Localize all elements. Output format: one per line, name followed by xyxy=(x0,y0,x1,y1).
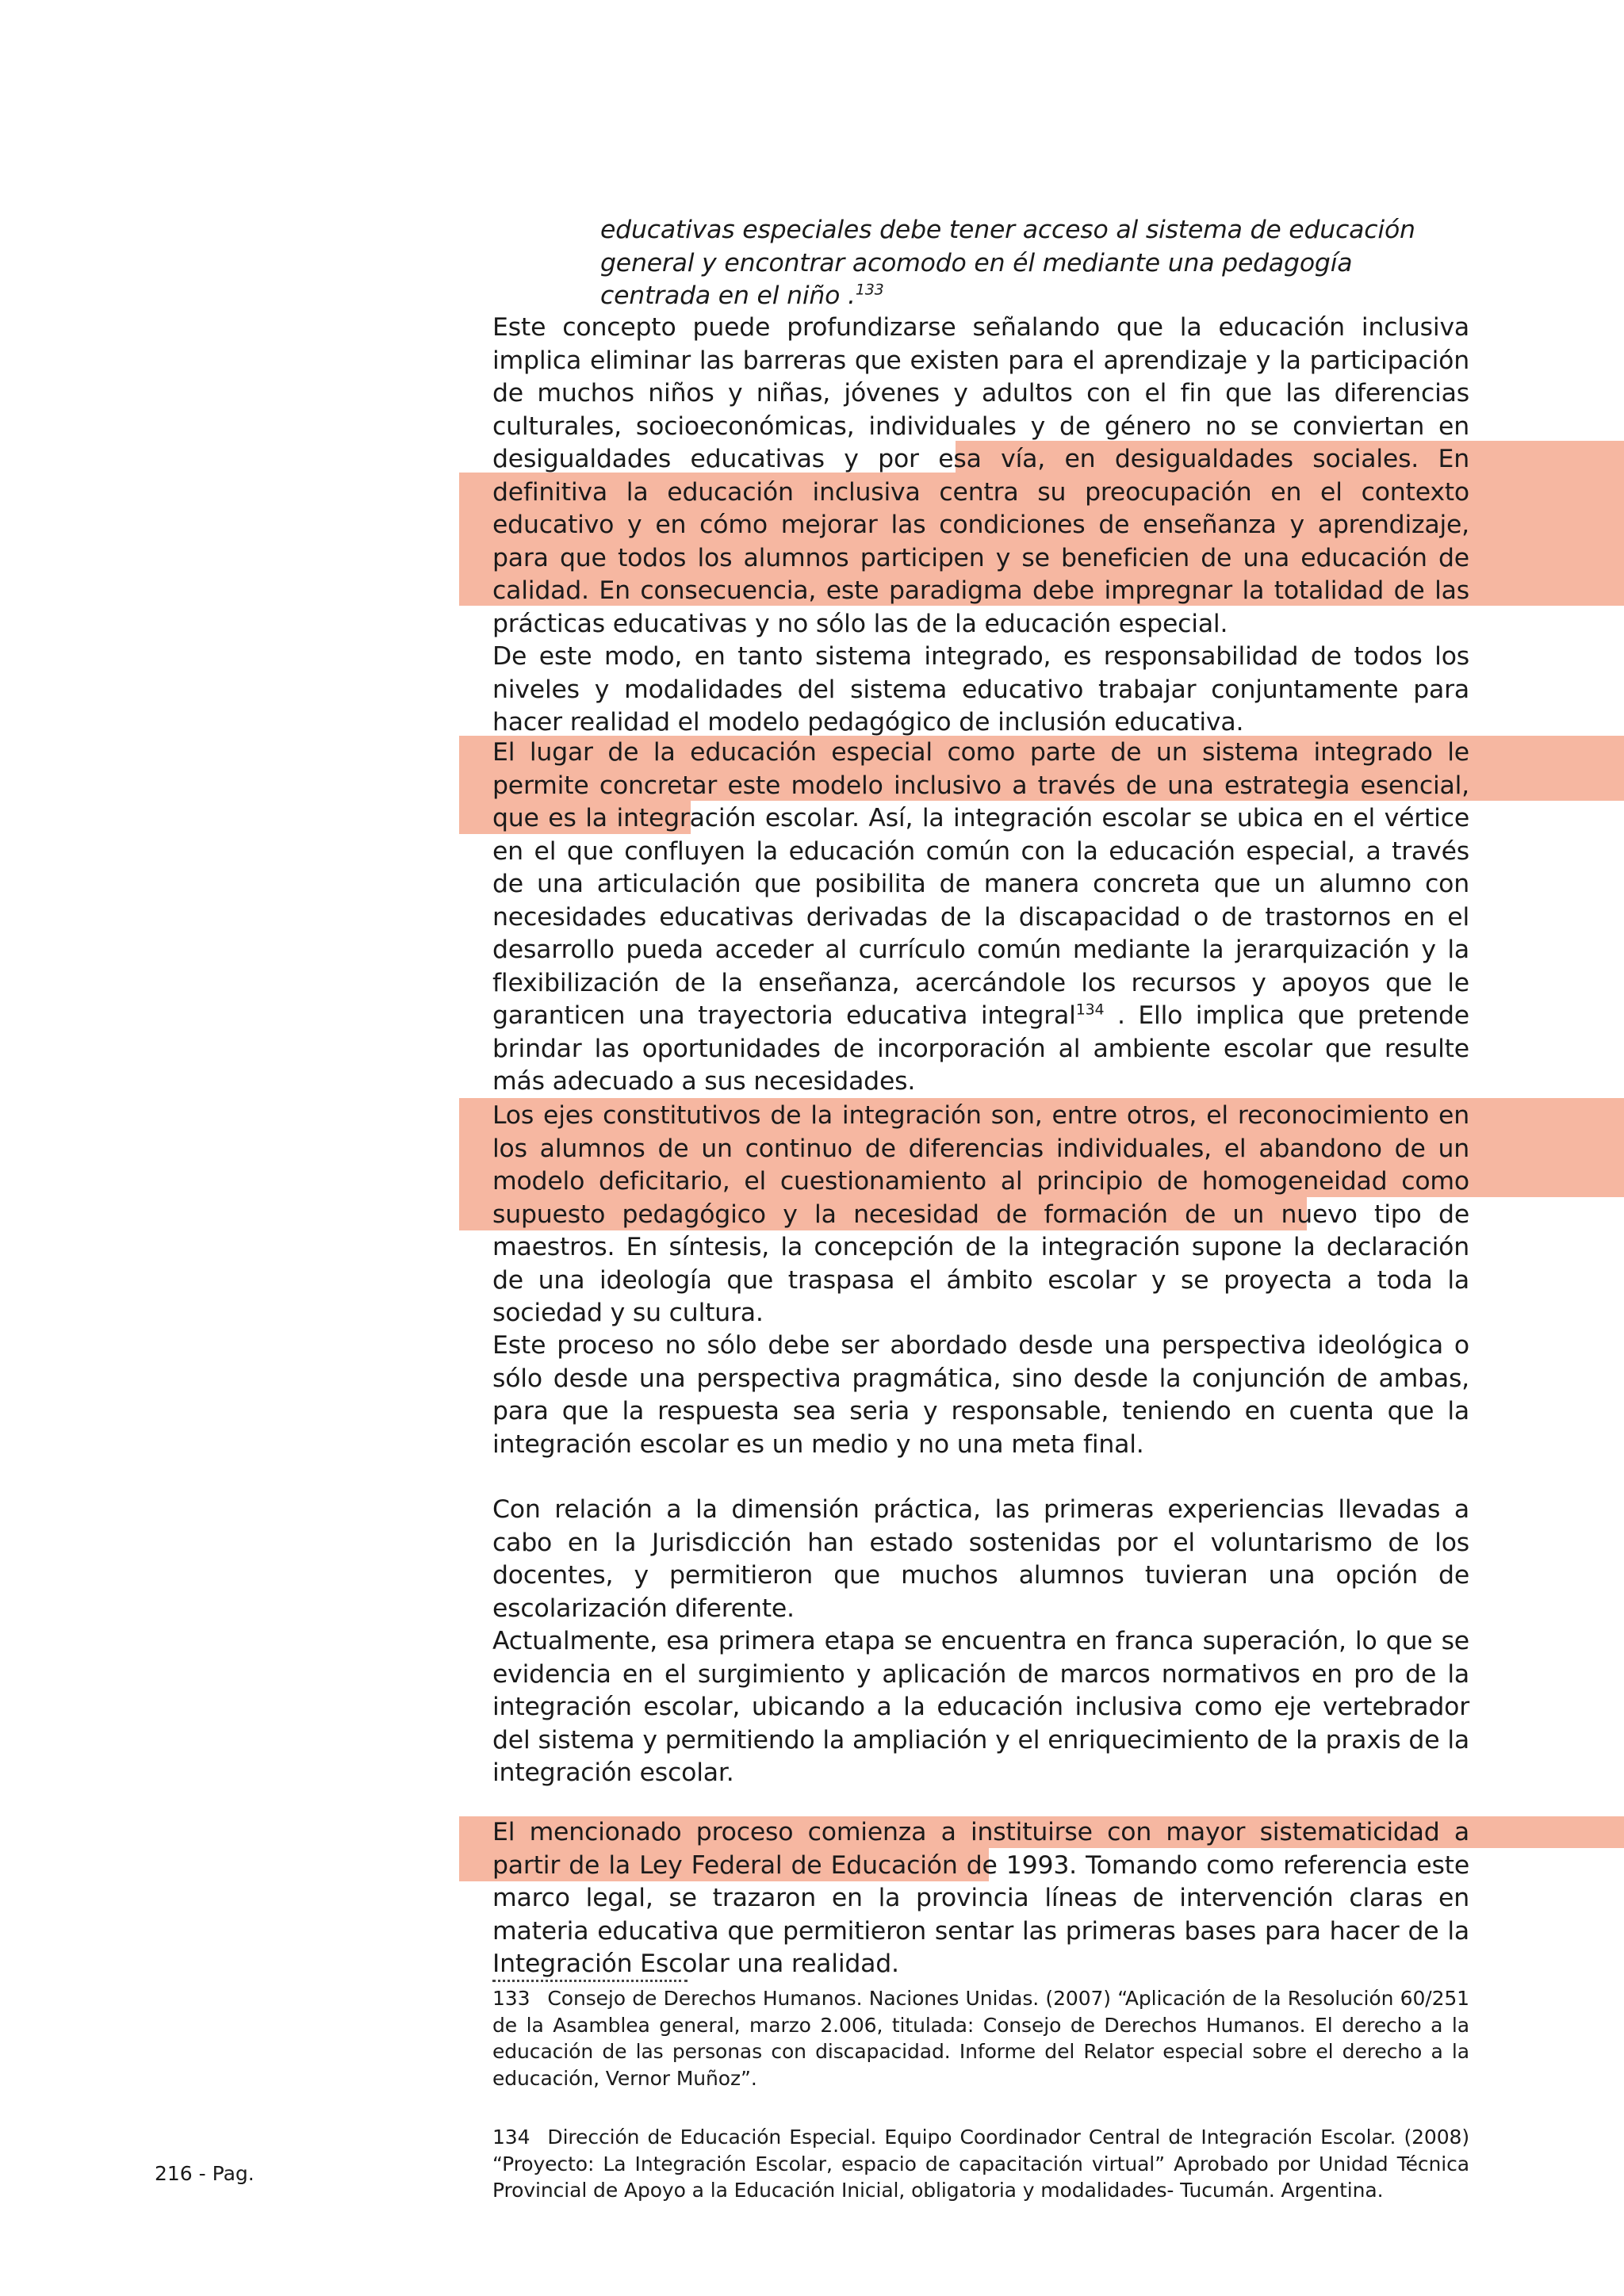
footnote-number: 133 xyxy=(492,1987,530,2010)
footnote-134 xyxy=(492,2124,1469,2204)
highlighted-text: Los ejes constitutivos de la integración son, entre otros, el reconocimiento en los alumnos de un continuo de diferencias individuales, el abandono de un modelo deficitario, el cuestionamiento al principio de homogeneidad como supuesto pedagógico y la necesidad de formación de un nuevo tipo de maestros. xyxy=(492,1101,1469,1261)
paragraph-current-stage: Actualmente, esa primera etapa se encuentra en franca superación, lo que se evidencia en el surgimiento y aplicación de marcos normativos en pro de la integración escolar, ubicando a la educación inclusiva como eje vertebrador del sistema y permitiendo la ampliación y el enriquecimiento de la praxis de la integración escolar. xyxy=(492,1627,1469,1787)
paragraph-text: Así, la integración escolar se ubica en el vértice en el que confluyen la educación común con la educación especial, a través de una articulación que posibilita de manera concreta que un alumno con necesidades educativas derivadas de la discapacidad o de trastornos en el desarrollo pueda acceder al currículo común mediante la jerarquización y la flexibilización de la enseñanza, acercándole los recursos y apoyos que le garanticen una trayectoria educativa integral xyxy=(492,804,1470,1030)
paragraph-text: . Ello implica que pretende brindar las oportunidades de incorporación al ambiente escolar que resulte más adecuado a sus necesidades. xyxy=(492,1001,1469,1096)
paragraph-text: En síntesis, la concepción de la integración supone la declaración de una ideología que traspasa el ámbito escolar y se proyecta a toda la sociedad y su cultura. xyxy=(492,1233,1469,1327)
paragraph-inclusive-education xyxy=(492,312,1469,740)
footnote-ref-133: 133 xyxy=(855,281,884,299)
paragraph-practical-dimension: Con relación a la dimensión práctica, las primeras experiencias llevadas a cabo en la Jurisdicción han estado sostenidas por el voluntarismo de los docentes, y permitieron que muchos alumnos tuvieran una opción de escolarización diferente. xyxy=(492,1495,1469,1623)
block-quote xyxy=(600,214,1469,313)
footnote-number: 134 xyxy=(492,2126,530,2149)
footnote-text: Dirección de Educación Especial. Equipo Coordinador Central de Integración Escolar. (2008) “Proyecto: La Integración Escolar, espacio de capacitación virtual” Aprobado por Unidad Técnica Provincial de Apoyo a la Educación Inicial, obligatoria y modalidades- Tucumán. Argentina. xyxy=(492,2126,1469,2202)
paragraph-special-education xyxy=(492,737,1469,1099)
quote-text: educativas especiales debe tener acceso al sistema de educación general y encontrar acomodo en él mediante una pedagogía centrada en el niño . xyxy=(600,216,1415,310)
paragraph-integration-axes xyxy=(492,1100,1469,1330)
highlighted-text: El lugar de la educación especial como parte de un sistema integrado le permite concretar este modelo inclusivo a través de una estrategia esencial, que es la integración escolar. xyxy=(492,738,1469,832)
paragraph-text: Este concepto puede profundizarse señalando que la educación inclusiva implica eliminar las barreras que existen para el aprendizaje y la participación de muchos niños y niñas, jóvenes y adultos con el fin que las diferencias culturales, socioeconómicas, individuales y de género no se conviertan en desigualdades educativas y por esa vía, en desigualdades sociales. xyxy=(492,313,1469,473)
paragraph-process: Este proceso no sólo debe ser abordado desde una perspectiva ideológica o sólo desde una perspectiva pragmática, sino desde la conjunción de ambas, para que la respuesta sea seria y responsable, teniendo en cuenta que la integración escolar es un medio y no una meta final. xyxy=(492,1331,1469,1459)
paragraph-text: . Tomando como referencia este marco legal, se trazaron en la provincia líneas de intervención claras en materia educativa que permitieron sentar las primeras bases para hacer de la Integración Escolar una realidad. xyxy=(492,1850,1469,1978)
paragraph-federal-law xyxy=(492,1816,1469,1981)
highlighted-text: En definitiva la educación inclusiva centra su preocupación en el contexto educativo y en cómo mejorar las condiciones de enseñanza y aprendizaje, para que todos los alumnos participen y se beneficien de una educación de calidad. En consecuencia, este paradigma debe impregnar la totalidad de las prácticas educativas y no sólo las de la educación especial. xyxy=(492,445,1469,638)
highlighted-text: El mencionado proceso comienza a instituirse con mayor sistematicidad a partir de la Ley Federal de Educación de 1993 xyxy=(492,1818,1469,1880)
footnote-text: Consejo de Derechos Humanos. Naciones Unidas. (2007) “Aplicación de la Resolución 60/251 de la Asamblea general, marzo 2.006, titulada: Consejo de Derechos Humanos. El derecho a la educación de las personas con discapacidad. Informe del Relator especial sobre el derecho a la educación, Vernor Muñoz”. xyxy=(492,1987,1469,2090)
paragraph-text: De este modo, en tanto sistema integrado, es responsabilidad de todos los niveles y modalidades del sistema educativo trabajar conjuntamente para hacer realidad el modelo pedagógico de inclusión educativa. xyxy=(492,642,1469,737)
footnote-ref-134: 134 xyxy=(1075,1001,1105,1019)
footnote-133 xyxy=(492,1985,1469,2091)
page-number: 216 - Pag. xyxy=(155,2162,255,2185)
